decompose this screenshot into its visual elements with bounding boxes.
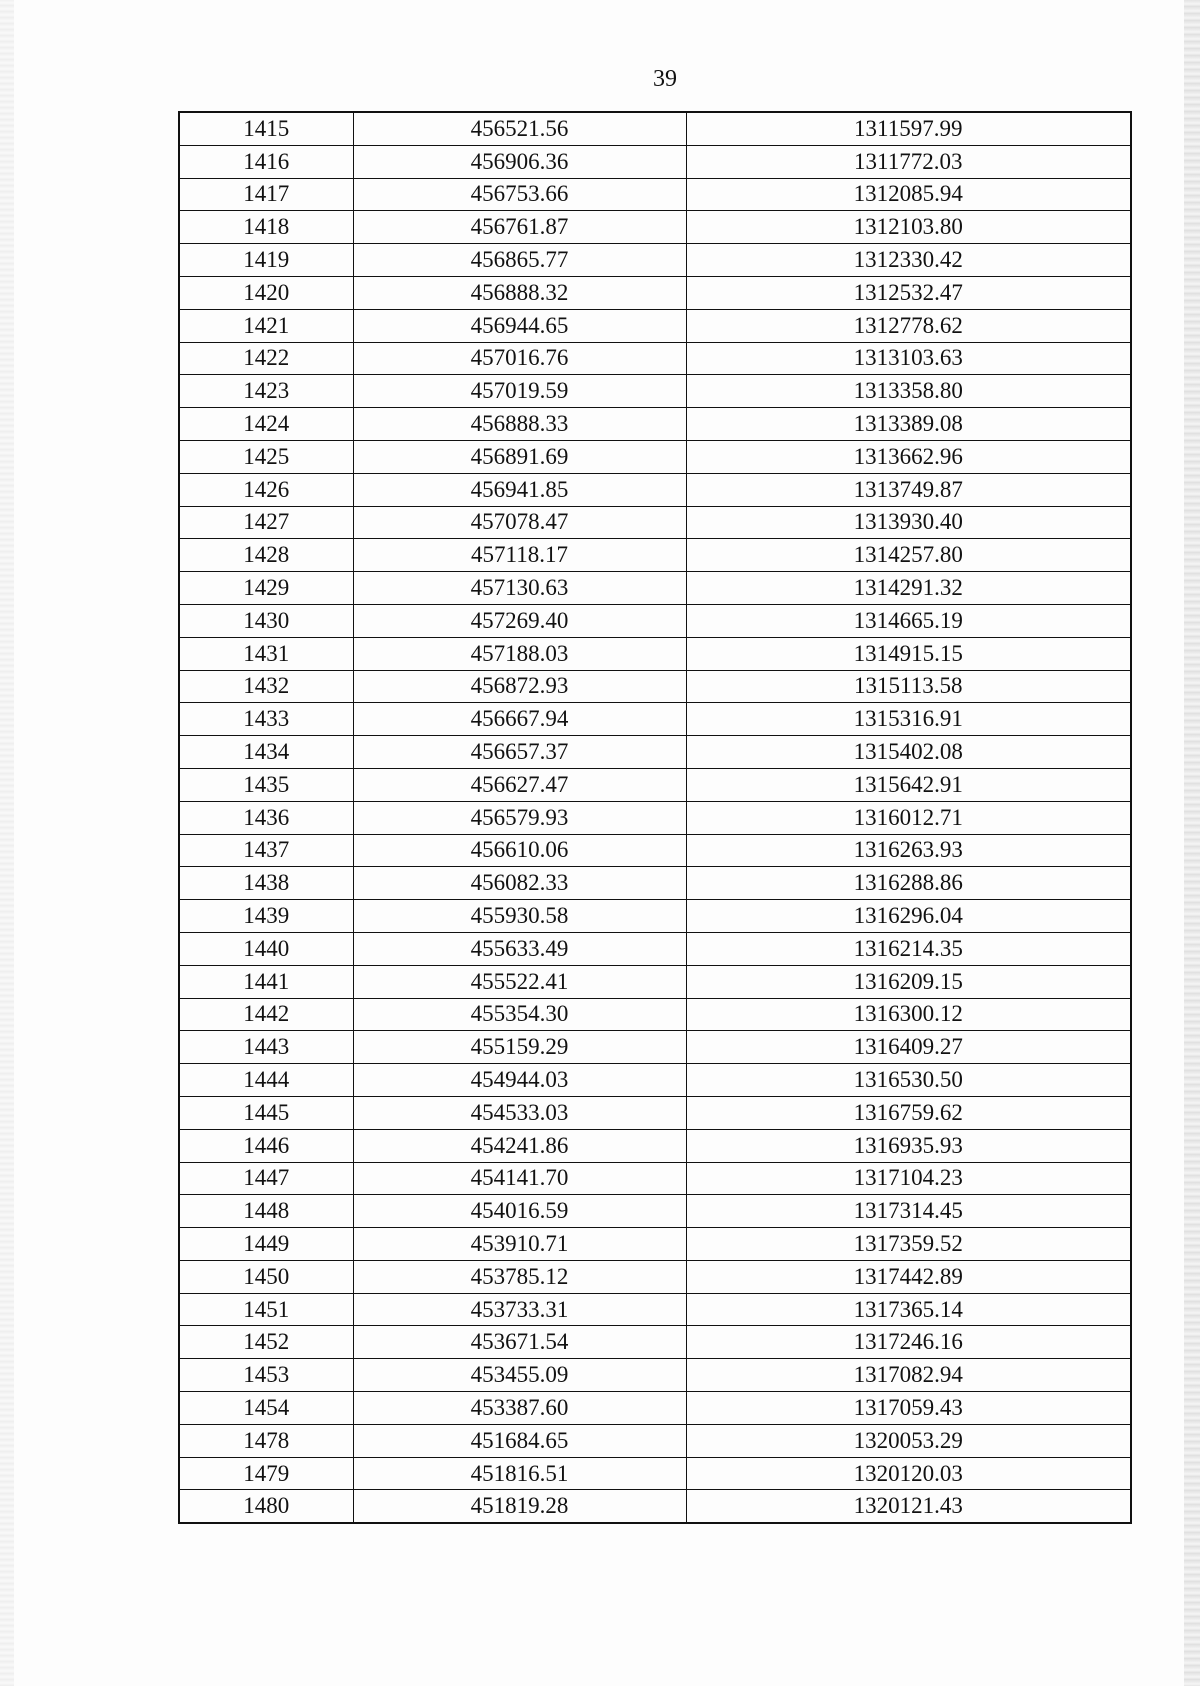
point-number-cell: 1478 bbox=[179, 1424, 353, 1457]
y-coordinate-cell: 1316012.71 bbox=[686, 801, 1131, 834]
x-coordinate-cell: 453455.09 bbox=[353, 1359, 686, 1392]
x-coordinate-cell: 456941.85 bbox=[353, 473, 686, 506]
table-row bbox=[179, 145, 1131, 178]
point-number-cell: 1427 bbox=[179, 506, 353, 539]
table-row bbox=[179, 932, 1131, 965]
x-coordinate-cell: 454533.03 bbox=[353, 1096, 686, 1129]
point-number-cell: 1453 bbox=[179, 1359, 353, 1392]
x-coordinate-cell: 456761.87 bbox=[353, 211, 686, 244]
y-coordinate-cell: 1314291.32 bbox=[686, 572, 1131, 605]
point-number-cell: 1480 bbox=[179, 1490, 353, 1523]
table-row bbox=[179, 768, 1131, 801]
scan-edge-right bbox=[1184, 0, 1200, 1686]
point-number-cell: 1431 bbox=[179, 637, 353, 670]
table-row bbox=[179, 375, 1131, 408]
table-row bbox=[179, 1031, 1131, 1064]
y-coordinate-cell: 1320121.43 bbox=[686, 1490, 1131, 1523]
x-coordinate-cell: 456627.47 bbox=[353, 768, 686, 801]
point-number-cell: 1450 bbox=[179, 1260, 353, 1293]
point-number-cell: 1479 bbox=[179, 1457, 353, 1490]
y-coordinate-cell: 1317365.14 bbox=[686, 1293, 1131, 1326]
point-number-cell: 1425 bbox=[179, 440, 353, 473]
point-number-cell: 1451 bbox=[179, 1293, 353, 1326]
x-coordinate-cell: 456667.94 bbox=[353, 703, 686, 736]
x-coordinate-cell: 453785.12 bbox=[353, 1260, 686, 1293]
x-coordinate-cell: 456521.56 bbox=[353, 112, 686, 145]
point-number-cell: 1441 bbox=[179, 965, 353, 998]
point-number-cell: 1433 bbox=[179, 703, 353, 736]
point-number-cell: 1416 bbox=[179, 145, 353, 178]
x-coordinate-cell: 456872.93 bbox=[353, 670, 686, 703]
x-coordinate-cell: 456888.33 bbox=[353, 408, 686, 441]
table-row bbox=[179, 309, 1131, 342]
point-number-cell: 1423 bbox=[179, 375, 353, 408]
table-row bbox=[179, 1392, 1131, 1425]
point-number-cell: 1430 bbox=[179, 604, 353, 637]
table-row bbox=[179, 1424, 1131, 1457]
y-coordinate-cell: 1314665.19 bbox=[686, 604, 1131, 637]
x-coordinate-cell: 456865.77 bbox=[353, 244, 686, 277]
y-coordinate-cell: 1316214.35 bbox=[686, 932, 1131, 965]
table-row bbox=[179, 900, 1131, 933]
point-number-cell: 1432 bbox=[179, 670, 353, 703]
y-coordinate-cell: 1315316.91 bbox=[686, 703, 1131, 736]
y-coordinate-cell: 1317082.94 bbox=[686, 1359, 1131, 1392]
table-row bbox=[179, 112, 1131, 145]
table-row bbox=[179, 408, 1131, 441]
table-row bbox=[179, 604, 1131, 637]
point-number-cell: 1452 bbox=[179, 1326, 353, 1359]
x-coordinate-cell: 456579.93 bbox=[353, 801, 686, 834]
x-coordinate-cell: 456610.06 bbox=[353, 834, 686, 867]
y-coordinate-cell: 1316296.04 bbox=[686, 900, 1131, 933]
point-number-cell: 1444 bbox=[179, 1064, 353, 1097]
table-row bbox=[179, 736, 1131, 769]
y-coordinate-cell: 1313930.40 bbox=[686, 506, 1131, 539]
table-row bbox=[179, 1129, 1131, 1162]
table-row bbox=[179, 1359, 1131, 1392]
y-coordinate-cell: 1313389.08 bbox=[686, 408, 1131, 441]
x-coordinate-cell: 457269.40 bbox=[353, 604, 686, 637]
table-row bbox=[179, 670, 1131, 703]
y-coordinate-cell: 1311772.03 bbox=[686, 145, 1131, 178]
table-row bbox=[179, 1293, 1131, 1326]
x-coordinate-cell: 454944.03 bbox=[353, 1064, 686, 1097]
x-coordinate-cell: 456906.36 bbox=[353, 145, 686, 178]
x-coordinate-cell: 455633.49 bbox=[353, 932, 686, 965]
y-coordinate-cell: 1313662.96 bbox=[686, 440, 1131, 473]
x-coordinate-cell: 456944.65 bbox=[353, 309, 686, 342]
table-row bbox=[179, 473, 1131, 506]
x-coordinate-cell: 451819.28 bbox=[353, 1490, 686, 1523]
point-number-cell: 1420 bbox=[179, 276, 353, 309]
x-coordinate-cell: 457130.63 bbox=[353, 572, 686, 605]
point-number-cell: 1418 bbox=[179, 211, 353, 244]
table-body bbox=[179, 112, 1131, 1523]
x-coordinate-cell: 451684.65 bbox=[353, 1424, 686, 1457]
y-coordinate-cell: 1316530.50 bbox=[686, 1064, 1131, 1097]
y-coordinate-cell: 1312532.47 bbox=[686, 276, 1131, 309]
table-row bbox=[179, 1162, 1131, 1195]
y-coordinate-cell: 1313358.80 bbox=[686, 375, 1131, 408]
point-number-cell: 1449 bbox=[179, 1228, 353, 1261]
table-row bbox=[179, 572, 1131, 605]
x-coordinate-cell: 456657.37 bbox=[353, 736, 686, 769]
table-row bbox=[179, 703, 1131, 736]
y-coordinate-cell: 1317059.43 bbox=[686, 1392, 1131, 1425]
x-coordinate-cell: 455930.58 bbox=[353, 900, 686, 933]
y-coordinate-cell: 1312330.42 bbox=[686, 244, 1131, 277]
y-coordinate-cell: 1317359.52 bbox=[686, 1228, 1131, 1261]
table-row bbox=[179, 867, 1131, 900]
y-coordinate-cell: 1315642.91 bbox=[686, 768, 1131, 801]
y-coordinate-cell: 1316300.12 bbox=[686, 998, 1131, 1031]
y-coordinate-cell: 1315402.08 bbox=[686, 736, 1131, 769]
x-coordinate-cell: 454016.59 bbox=[353, 1195, 686, 1228]
table-row bbox=[179, 1457, 1131, 1490]
y-coordinate-cell: 1317442.89 bbox=[686, 1260, 1131, 1293]
table-row bbox=[179, 440, 1131, 473]
x-coordinate-cell: 453733.31 bbox=[353, 1293, 686, 1326]
y-coordinate-cell: 1314915.15 bbox=[686, 637, 1131, 670]
table-row bbox=[179, 1064, 1131, 1097]
x-coordinate-cell: 456888.32 bbox=[353, 276, 686, 309]
x-coordinate-cell: 457118.17 bbox=[353, 539, 686, 572]
table-row bbox=[179, 1490, 1131, 1523]
y-coordinate-cell: 1311597.99 bbox=[686, 112, 1131, 145]
page-number: 39 bbox=[653, 66, 677, 92]
y-coordinate-cell: 1312778.62 bbox=[686, 309, 1131, 342]
point-number-cell: 1454 bbox=[179, 1392, 353, 1425]
point-number-cell: 1419 bbox=[179, 244, 353, 277]
point-number-cell: 1435 bbox=[179, 768, 353, 801]
point-number-cell: 1424 bbox=[179, 408, 353, 441]
table-row bbox=[179, 1326, 1131, 1359]
point-number-cell: 1440 bbox=[179, 932, 353, 965]
table-row bbox=[179, 178, 1131, 211]
point-number-cell: 1422 bbox=[179, 342, 353, 375]
y-coordinate-cell: 1315113.58 bbox=[686, 670, 1131, 703]
x-coordinate-cell: 454241.86 bbox=[353, 1129, 686, 1162]
y-coordinate-cell: 1312085.94 bbox=[686, 178, 1131, 211]
point-number-cell: 1436 bbox=[179, 801, 353, 834]
table-row bbox=[179, 801, 1131, 834]
y-coordinate-cell: 1317246.16 bbox=[686, 1326, 1131, 1359]
table-row bbox=[179, 539, 1131, 572]
point-number-cell: 1438 bbox=[179, 867, 353, 900]
y-coordinate-cell: 1317314.45 bbox=[686, 1195, 1131, 1228]
table-row bbox=[179, 342, 1131, 375]
x-coordinate-cell: 453387.60 bbox=[353, 1392, 686, 1425]
point-number-cell: 1448 bbox=[179, 1195, 353, 1228]
x-coordinate-cell: 456891.69 bbox=[353, 440, 686, 473]
x-coordinate-cell: 456082.33 bbox=[353, 867, 686, 900]
point-number-cell: 1445 bbox=[179, 1096, 353, 1129]
table-row bbox=[179, 1228, 1131, 1261]
point-number-cell: 1434 bbox=[179, 736, 353, 769]
y-coordinate-cell: 1312103.80 bbox=[686, 211, 1131, 244]
x-coordinate-cell: 454141.70 bbox=[353, 1162, 686, 1195]
y-coordinate-cell: 1317104.23 bbox=[686, 1162, 1131, 1195]
x-coordinate-cell: 453671.54 bbox=[353, 1326, 686, 1359]
table-row bbox=[179, 1096, 1131, 1129]
x-coordinate-cell: 457188.03 bbox=[353, 637, 686, 670]
x-coordinate-cell: 457078.47 bbox=[353, 506, 686, 539]
table-row bbox=[179, 1260, 1131, 1293]
table-row bbox=[179, 211, 1131, 244]
y-coordinate-cell: 1316209.15 bbox=[686, 965, 1131, 998]
table-row bbox=[179, 1195, 1131, 1228]
table-row bbox=[179, 637, 1131, 670]
x-coordinate-cell: 456753.66 bbox=[353, 178, 686, 211]
table-row bbox=[179, 965, 1131, 998]
scan-edge-left bbox=[0, 0, 14, 1686]
table-row bbox=[179, 276, 1131, 309]
table-row bbox=[179, 506, 1131, 539]
table-row bbox=[179, 998, 1131, 1031]
point-number-cell: 1439 bbox=[179, 900, 353, 933]
y-coordinate-cell: 1314257.80 bbox=[686, 539, 1131, 572]
y-coordinate-cell: 1320053.29 bbox=[686, 1424, 1131, 1457]
point-number-cell: 1417 bbox=[179, 178, 353, 211]
x-coordinate-cell: 457019.59 bbox=[353, 375, 686, 408]
y-coordinate-cell: 1316759.62 bbox=[686, 1096, 1131, 1129]
point-number-cell: 1446 bbox=[179, 1129, 353, 1162]
y-coordinate-cell: 1313103.63 bbox=[686, 342, 1131, 375]
point-number-cell: 1426 bbox=[179, 473, 353, 506]
y-coordinate-cell: 1316263.93 bbox=[686, 834, 1131, 867]
table-row bbox=[179, 834, 1131, 867]
table-row bbox=[179, 244, 1131, 277]
point-number-cell: 1442 bbox=[179, 998, 353, 1031]
point-number-cell: 1415 bbox=[179, 112, 353, 145]
point-number-cell: 1429 bbox=[179, 572, 353, 605]
y-coordinate-cell: 1320120.03 bbox=[686, 1457, 1131, 1490]
x-coordinate-cell: 455159.29 bbox=[353, 1031, 686, 1064]
coordinate-table bbox=[178, 111, 1132, 1524]
x-coordinate-cell: 455522.41 bbox=[353, 965, 686, 998]
y-coordinate-cell: 1316409.27 bbox=[686, 1031, 1131, 1064]
point-number-cell: 1447 bbox=[179, 1162, 353, 1195]
y-coordinate-cell: 1316288.86 bbox=[686, 867, 1131, 900]
x-coordinate-cell: 457016.76 bbox=[353, 342, 686, 375]
x-coordinate-cell: 455354.30 bbox=[353, 998, 686, 1031]
x-coordinate-cell: 451816.51 bbox=[353, 1457, 686, 1490]
y-coordinate-cell: 1316935.93 bbox=[686, 1129, 1131, 1162]
point-number-cell: 1443 bbox=[179, 1031, 353, 1064]
point-number-cell: 1437 bbox=[179, 834, 353, 867]
point-number-cell: 1428 bbox=[179, 539, 353, 572]
coordinate-table-wrapper bbox=[178, 111, 1130, 1524]
y-coordinate-cell: 1313749.87 bbox=[686, 473, 1131, 506]
x-coordinate-cell: 453910.71 bbox=[353, 1228, 686, 1261]
point-number-cell: 1421 bbox=[179, 309, 353, 342]
